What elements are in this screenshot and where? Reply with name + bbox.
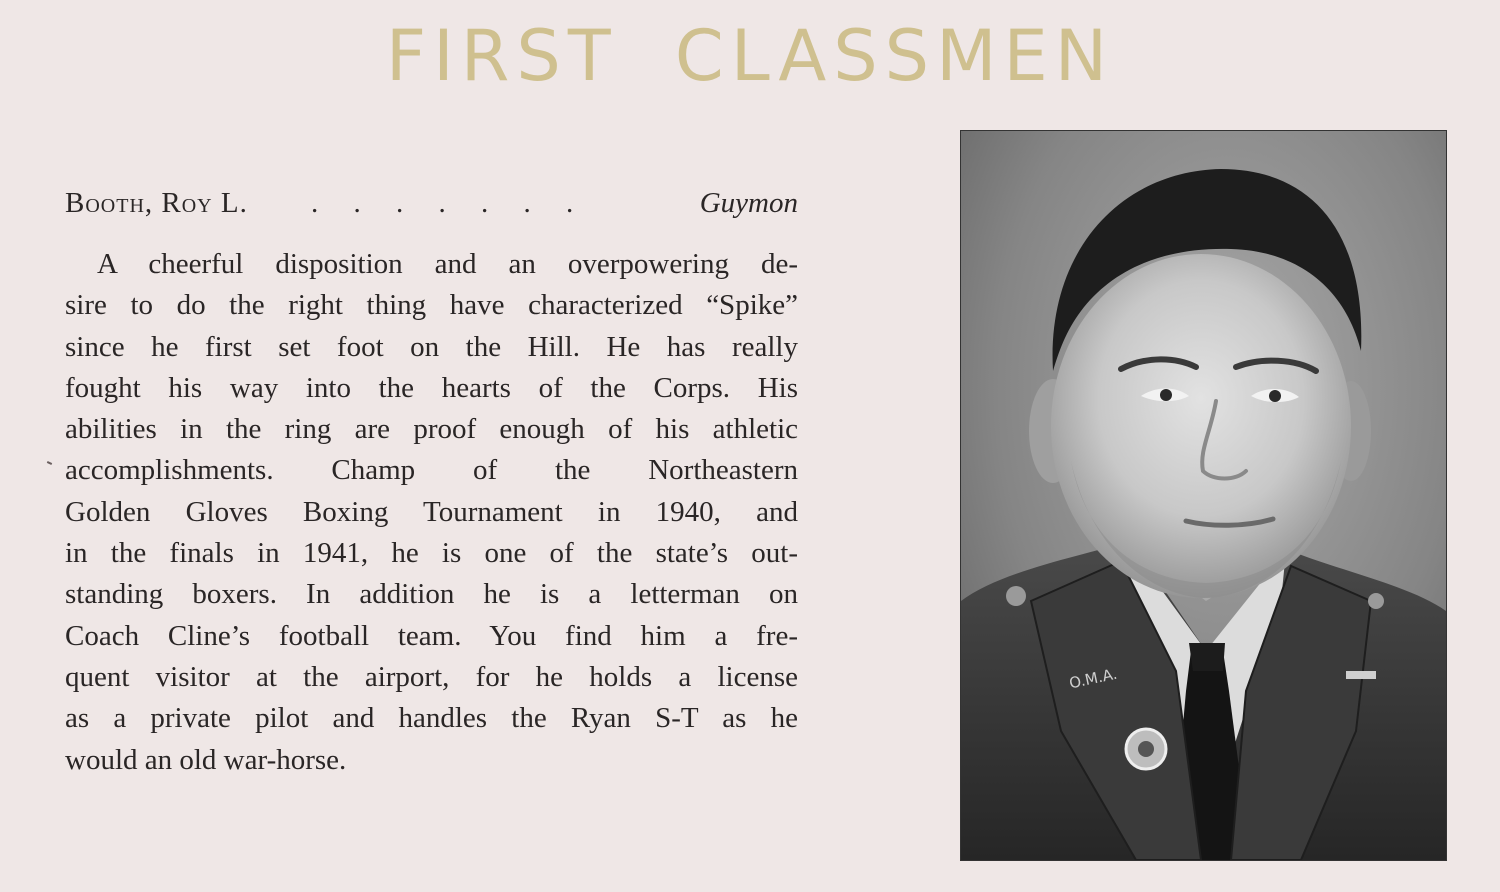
bio-line: would an old war-horse. bbox=[65, 743, 347, 776]
bio-line: Golden Gloves Boxing Tournament in 1940, and bbox=[65, 495, 798, 528]
biography-paragraph bbox=[65, 244, 798, 781]
bio-line: standing boxers. In addition he is a letterman on bbox=[65, 578, 798, 611]
collar-insignia-text: O.M.A. bbox=[1067, 664, 1119, 693]
margin-mark bbox=[47, 461, 52, 465]
student-name: Booth, Roy L. bbox=[65, 187, 248, 219]
page-title: FIRST CLASSMEN bbox=[385, 15, 1115, 97]
bio-line: accomplishments. Champ of the Northeastern bbox=[65, 454, 798, 487]
entry-header bbox=[65, 182, 798, 224]
bio-line: since he first set foot on the Hill. He has really bbox=[65, 330, 798, 363]
bio-line: sire to do the right thing have characterized “Spike” bbox=[65, 289, 798, 322]
bio-line: Coach Cline’s football team. You find him a fre- bbox=[65, 619, 798, 652]
bio-line: in the finals in 1941, he is one of the state’s out- bbox=[65, 537, 798, 570]
leader-dots: . . . . . . . bbox=[311, 187, 588, 219]
student-hometown: Guymon bbox=[699, 187, 798, 219]
bio-line: abilities in the ring are proof enough of his athletic bbox=[65, 413, 798, 446]
bio-line: fought his way into the hearts of the Corps. His bbox=[65, 371, 798, 404]
bio-line: quent visitor at the airport, for he holds a license bbox=[65, 660, 798, 693]
bio-line: A cheerful disposition and an overpowering de- bbox=[97, 248, 798, 280]
portrait-photo bbox=[960, 130, 1447, 861]
bio-line: as a private pilot and handles the Ryan S-T as he bbox=[65, 702, 798, 735]
